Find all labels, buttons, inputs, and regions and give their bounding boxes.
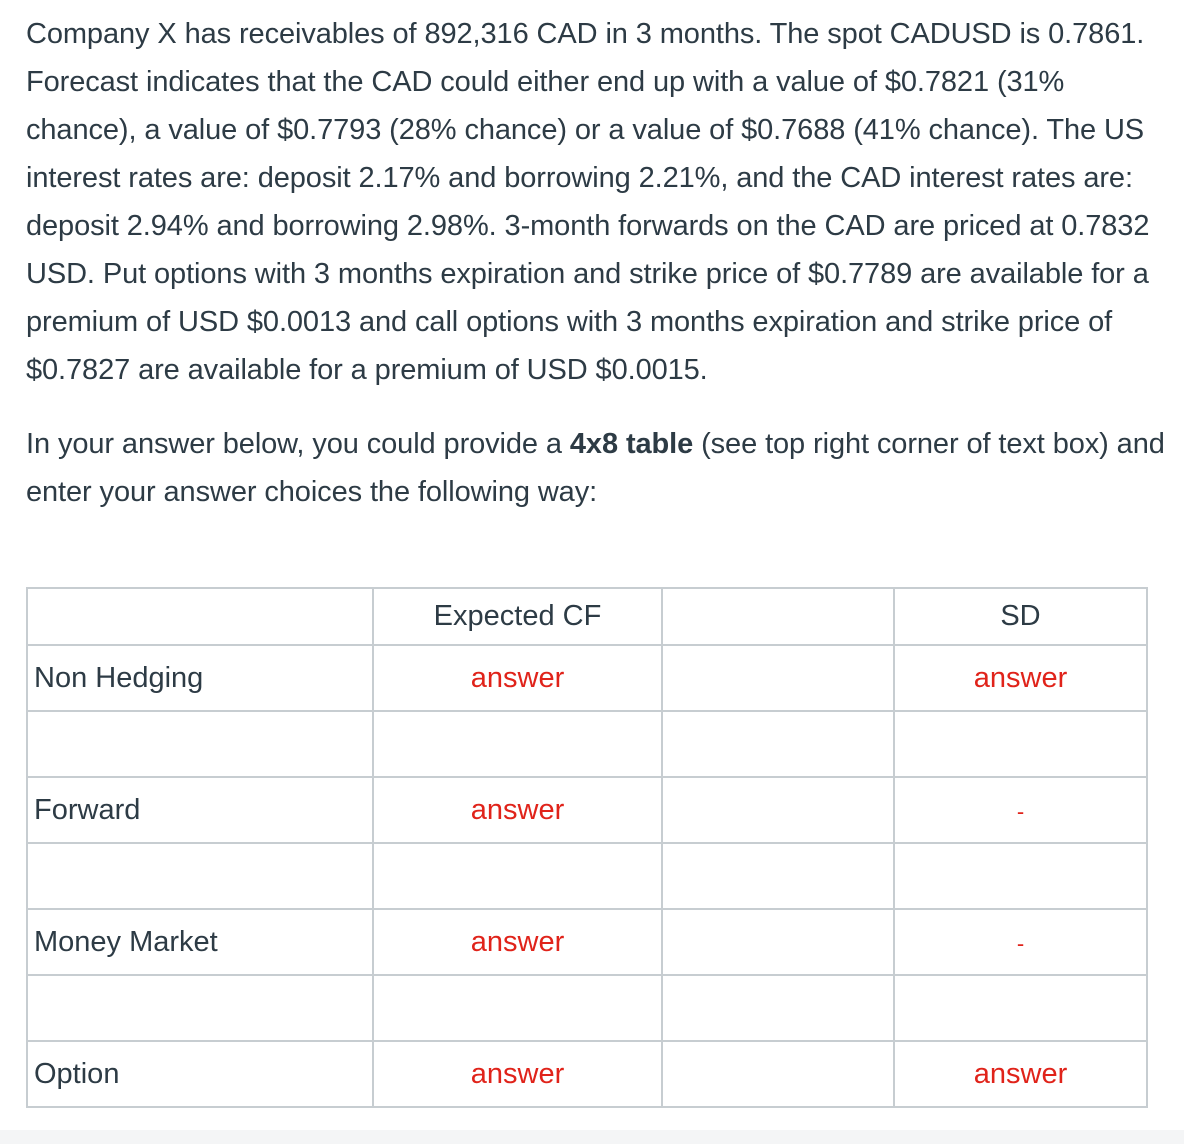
sd-money-market — [894, 909, 1147, 975]
blank-cell — [662, 645, 894, 711]
blank-cell — [894, 711, 1147, 777]
row-label-money-market: Money Market — [27, 909, 373, 975]
sd-forward — [894, 777, 1147, 843]
question-content — [26, 10, 1176, 516]
header-cell-empty-1 — [27, 588, 373, 645]
table-row-money-market — [27, 909, 1147, 975]
table-row-spacer — [27, 975, 1147, 1041]
blank-cell — [662, 909, 894, 975]
blank-cell — [373, 843, 662, 909]
table-row-spacer — [27, 843, 1147, 909]
instruction-text-start: In your answer below, you could provide a — [26, 428, 570, 460]
blank-cell — [373, 711, 662, 777]
row-label-forward: Forward — [27, 777, 373, 843]
blank-cell — [894, 843, 1147, 909]
instruction-paragraph — [26, 420, 1176, 516]
instruction-text-end: (see top right corner of text box) and enter your answer choices the following way: — [26, 428, 1165, 508]
expected-cf-option: answer — [373, 1041, 662, 1107]
blank-cell — [662, 843, 894, 909]
page-bottom-band — [0, 1130, 1184, 1144]
table-row-non-hedging — [27, 645, 1147, 711]
blank-cell — [27, 975, 373, 1041]
sd-non-hedging: answer — [894, 645, 1147, 711]
question-paragraph: Company X has receivables of 892,316 CAD in 3 months. The spot CADUSD is 0.7861. Forecast indicates that the CAD could either end up with a value of $0.7821 (31% chance), a value of $0.7793 (28% chance) or a value of $0.7688 (41% chance). The US interest rates are: deposit 2.17% and borrowing 2.21%, and the CAD interest rates are: deposit 2.94% and borrowing 2.98%. 3-month forwards on the CAD are priced at 0.7832 USD. Put options with 3 months expiration and strike price of $0.7789 are available for a premium of USD $0.0013 and call options with 3 months expiration and strike price of $0.7827 are available for a premium of USD $0.0015. — [26, 18, 1150, 386]
sd-option: answer — [894, 1041, 1147, 1107]
header-cell-expected-cf: Expected CF — [373, 588, 662, 645]
table-row-spacer — [27, 711, 1147, 777]
table-header-row — [27, 588, 1147, 645]
instruction-bold-table: 4x8 table — [569, 428, 694, 460]
blank-cell — [662, 711, 894, 777]
row-label-non-hedging: Non Hedging — [27, 645, 373, 711]
sd-forward-dash: - — [1016, 798, 1025, 824]
expected-cf-money-market: answer — [373, 909, 662, 975]
expected-cf-non-hedging: answer — [373, 645, 662, 711]
answer-table — [26, 587, 1148, 1108]
blank-cell — [373, 975, 662, 1041]
sd-money-market-dash: - — [1016, 930, 1025, 956]
table-row-forward — [27, 777, 1147, 843]
blank-cell — [27, 843, 373, 909]
blank-cell — [662, 1041, 894, 1107]
header-cell-empty-2 — [662, 588, 894, 645]
header-cell-sd: SD — [894, 588, 1147, 645]
expected-cf-forward: answer — [373, 777, 662, 843]
row-label-option: Option — [27, 1041, 373, 1107]
blank-cell — [27, 711, 373, 777]
table-row-option — [27, 1041, 1147, 1107]
blank-cell — [662, 777, 894, 843]
blank-cell — [662, 975, 894, 1041]
blank-cell — [894, 975, 1147, 1041]
